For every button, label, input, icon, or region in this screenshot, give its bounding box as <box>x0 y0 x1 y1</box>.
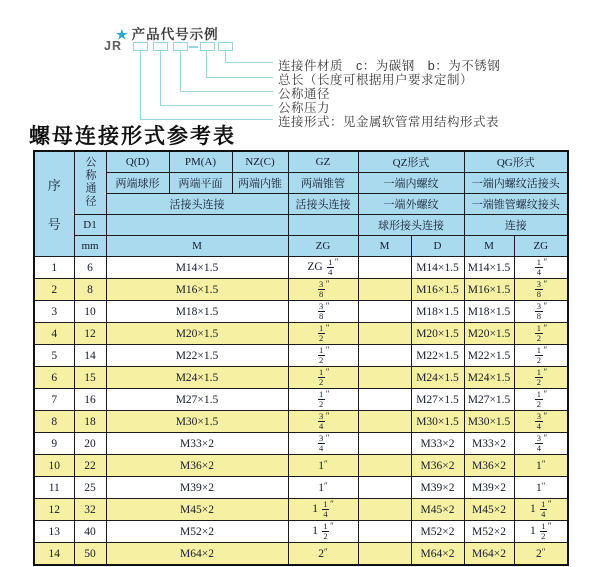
cell-qz_m <box>358 455 411 477</box>
cell-seq: 5 <box>34 345 74 367</box>
table-row <box>34 477 568 499</box>
cell-m: M45×2 <box>106 499 288 521</box>
header-seq-char2: 号 <box>47 217 61 233</box>
cell-seq: 14 <box>34 543 74 566</box>
cell-qg_m: M33×2 <box>464 433 514 455</box>
cell-qz_m <box>358 499 411 521</box>
connector-line <box>140 51 273 120</box>
cell-qz_m <box>358 367 411 389</box>
table-row <box>34 345 568 367</box>
header-empty <box>288 215 358 236</box>
table-row <box>34 521 568 543</box>
code-label-diameter: 公称通径 <box>278 87 331 101</box>
cell-qg_zg: $\frac{1}{4}$ ″ <box>514 257 568 279</box>
cell-qg_m: M14×1.5 <box>464 257 514 279</box>
cell-qz_m <box>358 521 411 543</box>
cell-dn: 14 <box>74 345 106 367</box>
cell-qz_d: M27×1.5 <box>411 389 464 411</box>
cell-qg_zg: $\frac{1}{2}$ ″ <box>514 345 568 367</box>
cell-qz_m <box>358 257 411 279</box>
cell-qg_zg: 1″ <box>514 455 568 477</box>
header-pm-sub: 两端平面 <box>169 173 232 194</box>
header-mm: mm <box>74 236 106 257</box>
cell-qz_d: M30×1.5 <box>411 411 464 433</box>
cell-dn: 20 <box>74 433 106 455</box>
cell-qz_m <box>358 323 411 345</box>
header-qz-m: M <box>358 236 411 257</box>
reference-table <box>33 150 569 566</box>
cell-qz_d: M14×1.5 <box>411 257 464 279</box>
cell-qz_m <box>358 477 411 499</box>
header-qg-m: M <box>464 236 514 257</box>
header-nz: NZ(C) <box>232 151 288 173</box>
header-qg-sub2: 一端锥管螺纹接头 <box>464 194 568 215</box>
cell-qg_zg: $\frac{3}{8}$ ″ <box>514 301 568 323</box>
header-qg-sub: 一端内螺纹活接头 <box>464 173 568 194</box>
cell-m: M39×2 <box>106 477 288 499</box>
cell-gz: $\frac{3}{8}$ ″ <box>288 301 358 323</box>
cell-m: M14×1.5 <box>106 257 288 279</box>
diagram-title <box>116 23 219 43</box>
cell-qz_d: M36×2 <box>411 455 464 477</box>
header-empty <box>106 215 288 236</box>
cell-gz: $\frac{3}{4}$ ″ <box>288 411 358 433</box>
header-qz-d: D <box>411 236 464 257</box>
cell-m: M33×2 <box>106 433 288 455</box>
cell-seq: 9 <box>34 433 74 455</box>
cell-m: M52×2 <box>106 521 288 543</box>
cell-dn: 16 <box>74 389 106 411</box>
header-dn-text: 公称通径 <box>84 155 96 208</box>
cell-m: M64×2 <box>106 543 288 566</box>
cell-gz: $\frac{3}{4}$ ″ <box>288 433 358 455</box>
cell-seq: 13 <box>34 521 74 543</box>
cell-gz: $\frac{1}{2}$ ″ <box>288 367 358 389</box>
cell-m: M18×1.5 <box>106 301 288 323</box>
code-label-connection: 连接形式：见金属软管常用结构形式表 <box>278 115 500 129</box>
cell-m: M20×1.5 <box>106 323 288 345</box>
cell-qg_m: M36×2 <box>464 455 514 477</box>
code-label-material: 连接件材质 c：为碳钢 b：为不锈钢 <box>278 59 501 73</box>
code-box-3 <box>173 42 188 51</box>
code-box-4 <box>200 42 215 51</box>
cell-dn: 40 <box>74 521 106 543</box>
cell-qz_m <box>358 279 411 301</box>
header-m: M <box>106 236 288 257</box>
cell-seq: 11 <box>34 477 74 499</box>
cell-dn: 6 <box>74 257 106 279</box>
table-row <box>34 257 568 279</box>
cell-seq: 8 <box>34 411 74 433</box>
cell-qg_m: M18×1.5 <box>464 301 514 323</box>
diagram-title-text: 产品代号示例 <box>131 27 219 42</box>
cell-qg_m: M16×1.5 <box>464 279 514 301</box>
header-zg: ZG <box>288 236 358 257</box>
code-box-5 <box>218 42 233 51</box>
cell-dn: 32 <box>74 499 106 521</box>
cell-qz_d: M52×2 <box>411 521 464 543</box>
cell-dn: 10 <box>74 301 106 323</box>
cell-qg_m: M20×1.5 <box>464 323 514 345</box>
cell-dn: 8 <box>74 279 106 301</box>
code-box-1 <box>133 42 148 51</box>
cell-qg_m: M64×2 <box>464 543 514 566</box>
header-dn <box>74 151 106 215</box>
header-gz-connection: 活接头连接 <box>288 194 358 215</box>
header-qz-sub2: 一端外螺纹 <box>358 194 464 215</box>
header-q: Q(D) <box>106 151 169 173</box>
cell-gz: $\frac{1}{2}$ ″ <box>288 389 358 411</box>
header-qz: QZ形式 <box>358 151 464 173</box>
cell-qg_m: M27×1.5 <box>464 389 514 411</box>
cell-gz: ZG $\frac{1}{4}$ ″ <box>288 257 358 279</box>
cell-gz: 1 $\frac{1}{4}$ ″ <box>288 499 358 521</box>
cell-qz_m <box>358 345 411 367</box>
cell-m: M24×1.5 <box>106 367 288 389</box>
cell-dn: 22 <box>74 455 106 477</box>
table-row <box>34 455 568 477</box>
cell-qz_d: M18×1.5 <box>411 301 464 323</box>
cell-qz_d: M45×2 <box>411 499 464 521</box>
cell-qg_m: M30×1.5 <box>464 411 514 433</box>
header-q-sub: 两端球形 <box>106 173 169 194</box>
star-icon: ★ <box>116 27 129 42</box>
cell-gz: 1″ <box>288 477 358 499</box>
table-row <box>34 389 568 411</box>
header-pm: PM(A) <box>169 151 232 173</box>
product-code-prefix: JR <box>104 39 122 53</box>
cell-dn: 12 <box>74 323 106 345</box>
cell-qg_m: M45×2 <box>464 499 514 521</box>
header-qg-zg: ZG <box>514 236 568 257</box>
cell-m: M16×1.5 <box>106 279 288 301</box>
cell-qz_m <box>358 543 411 566</box>
header-seq <box>34 151 74 257</box>
table-row <box>34 367 568 389</box>
cell-qz_d: M16×1.5 <box>411 279 464 301</box>
cell-qz_d: M33×2 <box>411 433 464 455</box>
header-qz-d1: 球形接头连接 <box>358 215 464 236</box>
code-box-2 <box>153 42 168 51</box>
cell-qg_m: M24×1.5 <box>464 367 514 389</box>
cell-seq: 4 <box>34 323 74 345</box>
cell-qg_zg: $\frac{3}{4}$ ″ <box>514 433 568 455</box>
table-row <box>34 499 568 521</box>
cell-qz_m <box>358 411 411 433</box>
cell-seq: 6 <box>34 367 74 389</box>
cell-m: M30×1.5 <box>106 411 288 433</box>
cell-gz: $\frac{1}{2}$ ″ <box>288 323 358 345</box>
cell-qz_d: M20×1.5 <box>411 323 464 345</box>
table-row <box>34 301 568 323</box>
cell-qg_m: M22×1.5 <box>464 345 514 367</box>
table-row <box>34 543 568 566</box>
header-qg: QG形式 <box>464 151 568 173</box>
cell-qz_d: M22×1.5 <box>411 345 464 367</box>
cell-seq: 10 <box>34 455 74 477</box>
cell-qz_m <box>358 433 411 455</box>
table-row <box>34 279 568 301</box>
cell-gz: 2″ <box>288 543 358 566</box>
cell-qg_zg: 2″ <box>514 543 568 566</box>
cell-qz_m <box>358 301 411 323</box>
cell-m: M27×1.5 <box>106 389 288 411</box>
cell-qg_zg: 1 $\frac{1}{2}$ ″ <box>514 521 568 543</box>
cell-qg_zg: $\frac{1}{2}$ ″ <box>514 389 568 411</box>
cell-m: M36×2 <box>106 455 288 477</box>
header-d1: D1 <box>74 215 106 236</box>
header-seq-char1: 序 <box>47 177 61 193</box>
cell-gz: $\frac{1}{2}$ ″ <box>288 345 358 367</box>
cell-qg_m: M39×2 <box>464 477 514 499</box>
cell-qg_zg: 1 $\frac{1}{4}$ ″ <box>514 499 568 521</box>
header-qg-d1: 连接 <box>464 215 568 236</box>
cell-seq: 3 <box>34 301 74 323</box>
table-row <box>34 433 568 455</box>
cell-gz: $\frac{3}{8}$ ″ <box>288 279 358 301</box>
cell-qz_d: M24×1.5 <box>411 367 464 389</box>
header-gz: GZ <box>288 151 358 173</box>
cell-qg_zg: $\frac{3}{8}$ ″ <box>514 279 568 301</box>
header-nz-sub: 两端内锥 <box>232 173 288 194</box>
header-union-connection: 活接头连接 <box>106 194 288 215</box>
cell-gz: 1″ <box>288 455 358 477</box>
code-label-pressure: 公称压力 <box>278 101 331 115</box>
cell-seq: 2 <box>34 279 74 301</box>
header-qz-sub: 一端内螺纹 <box>358 173 464 194</box>
cell-dn: 50 <box>74 543 106 566</box>
cell-qz_m <box>358 389 411 411</box>
cell-seq: 12 <box>34 499 74 521</box>
cell-qg_m: M52×2 <box>464 521 514 543</box>
cell-dn: 18 <box>74 411 106 433</box>
cell-qz_d: M64×2 <box>411 543 464 566</box>
header-gz-sub: 两端锥管 <box>288 173 358 194</box>
cell-gz: 1 $\frac{1}{2}$ ″ <box>288 521 358 543</box>
cell-qz_d: M39×2 <box>411 477 464 499</box>
code-label-length: 总长（长度可根据用户要求定制） <box>278 73 474 87</box>
cell-dn: 25 <box>74 477 106 499</box>
cell-dn: 15 <box>74 367 106 389</box>
cell-qg_zg: $\frac{3}{4}$ ″ <box>514 411 568 433</box>
code-dash <box>189 46 198 48</box>
cell-qg_zg: $\frac{1}{2}$ ″ <box>514 367 568 389</box>
cell-seq: 1 <box>34 257 74 279</box>
cell-qg_zg: 1″ <box>514 477 568 499</box>
cell-qg_zg: $\frac{1}{2}$ ″ <box>514 323 568 345</box>
cell-seq: 7 <box>34 389 74 411</box>
cell-m: M22×1.5 <box>106 345 288 367</box>
section-title: 螺母连接形式参考表 <box>29 124 236 148</box>
table-body <box>34 257 568 566</box>
table-row <box>34 323 568 345</box>
table-row <box>34 411 568 433</box>
